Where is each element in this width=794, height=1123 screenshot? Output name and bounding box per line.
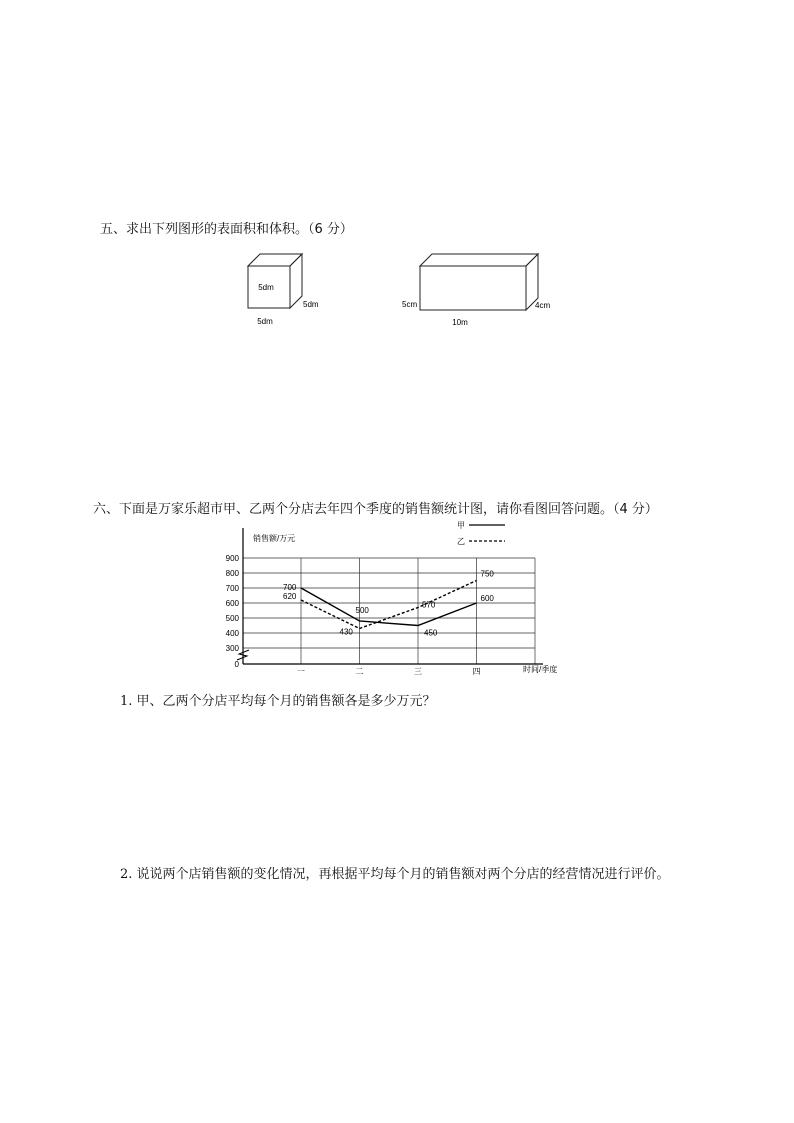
x-tick-2: 二 (355, 667, 364, 676)
chart-x-ticks (297, 667, 481, 676)
section-5-heading: 五、求出下列图形的表面积和体积。（6 分） (100, 222, 353, 237)
cuboid-front-face (420, 266, 526, 310)
y-tick-500: 500 (225, 614, 239, 623)
x-tick-4: 四 (472, 667, 481, 676)
y-tick-0: 0 (234, 660, 239, 669)
x-tick-1: 一 (297, 667, 305, 676)
data-label-s1-4: 600 (480, 594, 494, 603)
cube-side-label: 5dm (303, 300, 319, 309)
chart-legend (457, 521, 505, 546)
sales-line-chart (225, 520, 585, 680)
data-label-s2-1: 620 (283, 592, 297, 601)
cuboid-height-label: 5cm (402, 300, 418, 309)
chart-y-ticks (226, 554, 240, 669)
data-label-s1-3: 450 (424, 628, 438, 638)
y-tick-300: 300 (225, 644, 239, 653)
cube-side-face (290, 254, 302, 308)
x-tick-3: 三 (414, 667, 422, 676)
data-label-s1-2: 500 (355, 606, 369, 615)
data-label-s1-1: 700 (283, 583, 297, 592)
section-6-heading: 六、下面是万家乐超市甲、乙两个分店去年四个季度的销售额统计图，请你看图回答问题。（4 分） (93, 502, 658, 517)
data-label-s2-4: 750 (480, 569, 494, 579)
data-label-s2-2: 430 (339, 627, 353, 637)
series-line-1 (301, 588, 477, 626)
cube-front-label: 5dm (258, 283, 274, 292)
y-tick-800: 800 (225, 569, 239, 578)
y-tick-600: 600 (225, 599, 239, 608)
data-label-s2-3: 570 (422, 600, 436, 610)
chart-data-labels (283, 570, 494, 638)
chart-x-label: 时间/季度 (523, 665, 558, 674)
y-tick-400: 400 (225, 629, 239, 638)
y-tick-700: 700 (225, 584, 239, 593)
chart-y-label: 销售额/万元 (253, 534, 296, 543)
cube-top-face (248, 254, 302, 266)
legend-label-2: 乙 (457, 537, 465, 546)
y-tick-900: 900 (225, 554, 239, 563)
cube-bottom-label: 5dm (257, 317, 273, 326)
legend-label-1: 甲 (457, 521, 465, 530)
cube-figure (240, 246, 360, 356)
cuboid-figure (398, 248, 568, 338)
cuboid-width-label: 4cm (535, 301, 551, 310)
cuboid-top-face (420, 254, 538, 266)
question-2: 2. 说说两个店销售额的变化情况，再根据平均每个月的销售额对两个分店的经营情况进行评价。 (120, 867, 670, 882)
cuboid-length-label: 10m (452, 318, 468, 327)
question-1: 1. 甲、乙两个分店平均每个月的销售额各是多少万元？ (120, 694, 436, 709)
